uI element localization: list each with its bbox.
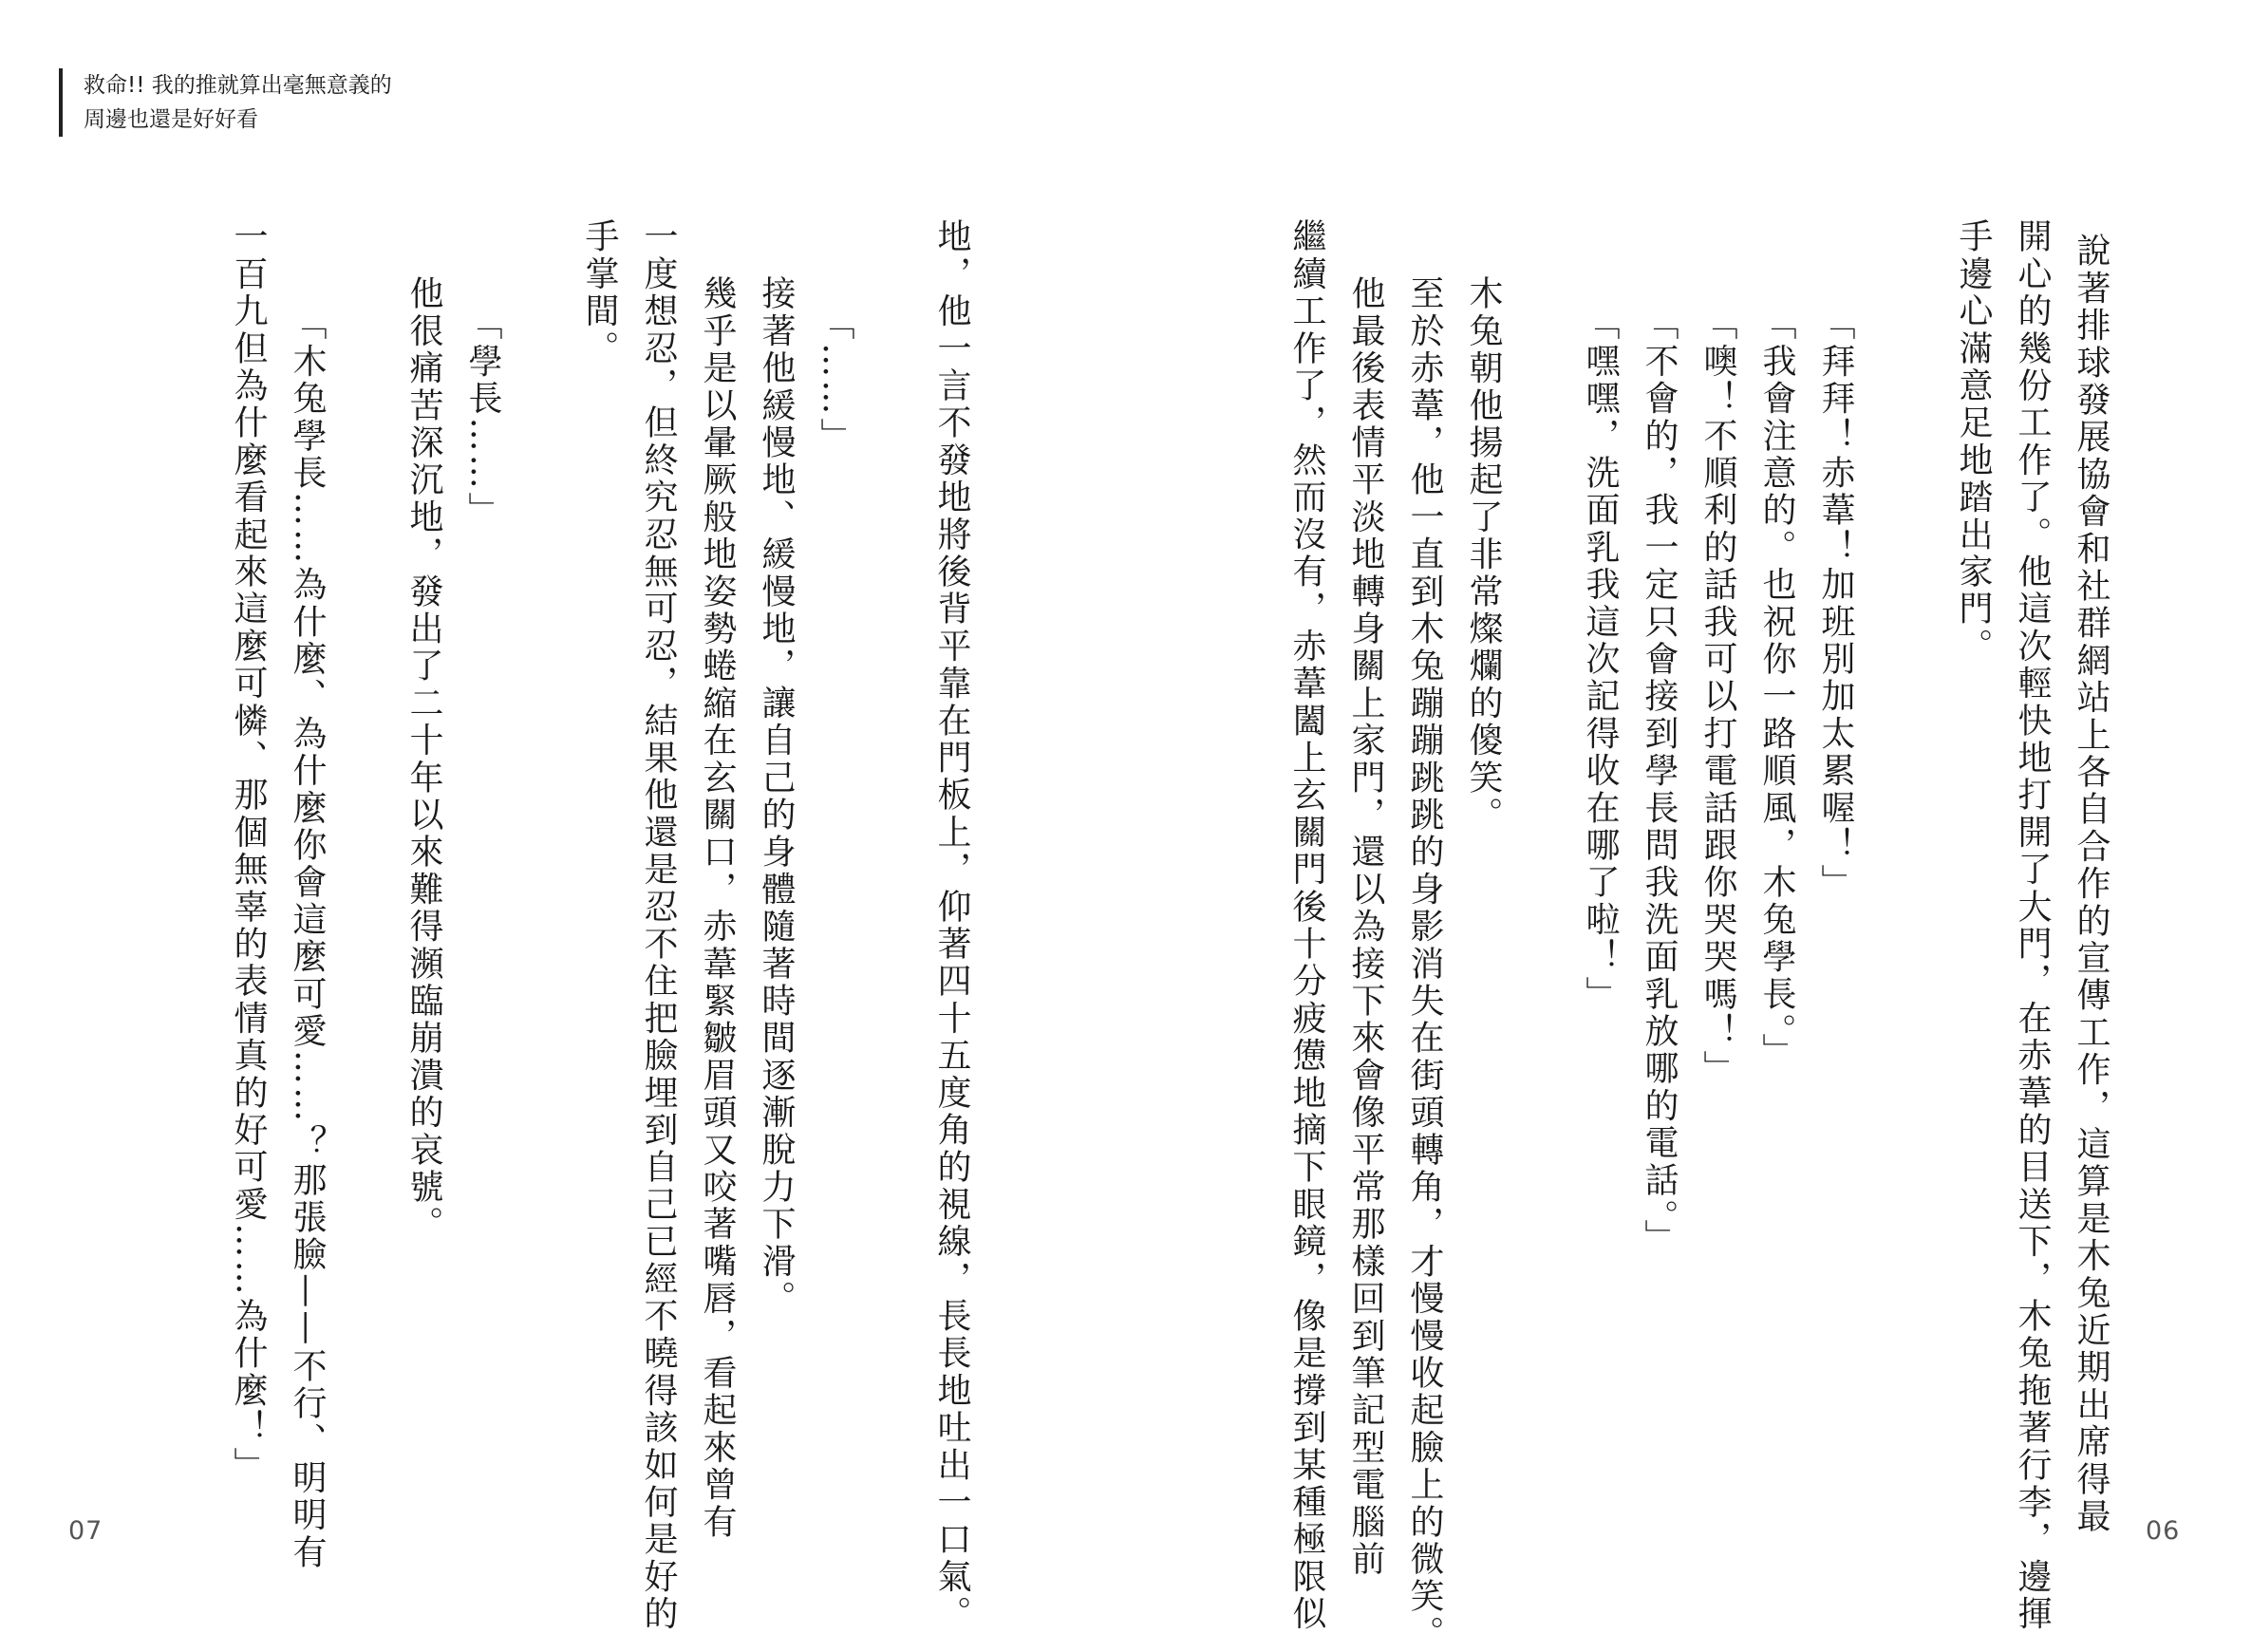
dialogue-column: 「拜拜！赤葦！加班別加太累喔！」 — [1816, 306, 1855, 902]
text-column: 手掌間。 — [580, 218, 619, 367]
text-column: 地，他一言不發地將後背平靠在門板上，仰著四十五度角的視線，長長地吐出一口氣。 — [932, 218, 971, 1633]
text-column: 一百九但為什麼看起來這麼可憐、那個無辜的表情真的好可愛……為什麼！」 — [229, 218, 268, 1484]
book-title-line-1: 救命!! 我的推就算出毫無意義的 — [84, 73, 392, 98]
text-column: 接著他緩慢地、緩慢地，讓自己的身體隨著時間逐漸脫力下滑。 — [757, 275, 796, 1318]
text-column: 手邊心滿意足地踏出家門。 — [1954, 218, 1993, 666]
text-column: 木兔朝他揚起了非常燦爛的傻笑。 — [1464, 275, 1503, 834]
dialogue-column: 「……」 — [816, 306, 854, 455]
dialogue-column: 「木兔學長……為什麼、為什麼你會這麼可愛……？那張臉——不行、明明有 — [288, 306, 327, 1571]
text-column: 幾乎是以暈厥般地姿勢蜷縮在玄關口，赤葦緊皺眉頭又咬著嘴唇，看起來曾有 — [698, 275, 737, 1541]
page-number-right: 06 — [2146, 1516, 2181, 1546]
text-column: 至於赤葦，他一直到木兔蹦蹦跳跳的身影消失在街頭轉角，才慢慢收起臉上的微笑。 — [1405, 275, 1444, 1652]
book-title-line-2: 周邊也還是好好看 — [84, 107, 258, 132]
text-column: 繼續工作了，然而沒有，赤葦闔上玄關門後十分疲憊地摘下眼鏡，像是撐到某種極限似 — [1287, 218, 1326, 1633]
dialogue-column: 「我會注意的。也祝你一路順風，木兔學長。」 — [1757, 306, 1796, 1071]
text-column: 他最後表情平淡地轉身關上家門，還以為接下來會像平常那樣回到筆記型電腦前 — [1346, 275, 1385, 1578]
page-number-left: 07 — [68, 1516, 103, 1546]
text-column: 說著排球發展協會和社群網站上各自合作的宣傳工作，這算是木兔近期出席得最 — [2072, 233, 2110, 1535]
running-header — [59, 68, 392, 137]
dialogue-column: 「不會的，我一定只會接到學長問我洗面乳放哪的電話。」 — [1640, 306, 1679, 1257]
dialogue-column: 「嘿嘿，洗面乳我這次記得收在哪了啦！」 — [1581, 306, 1620, 1013]
text-column: 他很痛苦深沉地，發出了二十年以來難得瀕臨崩潰的哀號。 — [404, 275, 443, 1244]
dialogue-column: 「噢！不順利的話我可以打電話跟你哭哭嗎！」 — [1698, 306, 1737, 1088]
text-column: 一度想忍，但終究忍無可忍，結果他還是忍不住把臉埋到自己已經不曉得該如何是好的 — [639, 218, 678, 1633]
dialogue-column: 「學長……」 — [463, 306, 502, 530]
text-column: 開心的幾份工作了。他這次輕快地打開了大門，在赤葦的目送下，木兔拖著行李，邊揮 — [2013, 218, 2052, 1633]
